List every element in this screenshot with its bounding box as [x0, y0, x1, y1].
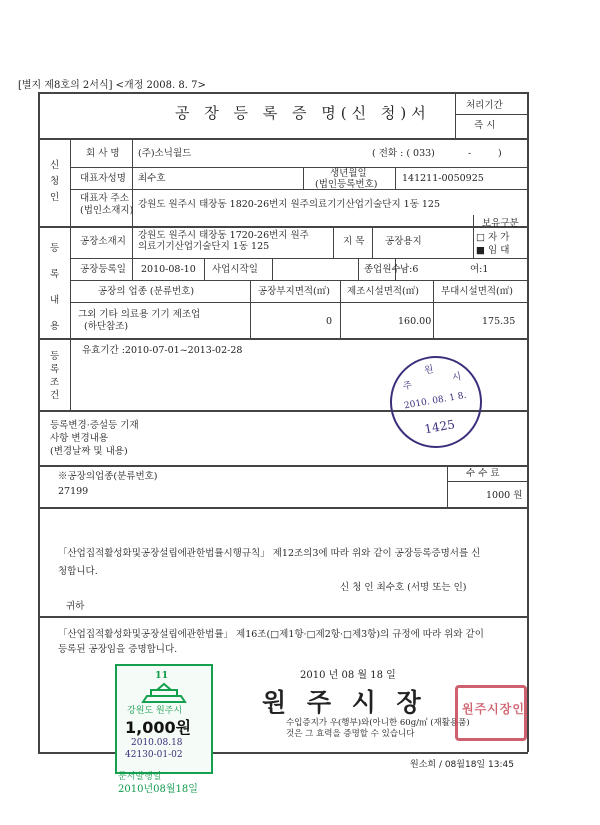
- representative-label: 대표자성명: [80, 173, 126, 184]
- fee-value: 1000 원: [486, 490, 523, 501]
- changes-label: 등록변경·증설등 기재: [50, 420, 139, 431]
- representative-value: 최수호: [138, 173, 166, 184]
- site-area-header: 공장부지면적(㎡): [258, 286, 330, 297]
- receipt-stamp-code: 1425: [423, 417, 456, 437]
- receipt-stamp: [383, 349, 490, 456]
- ownership-label: 보유구분: [482, 218, 519, 229]
- industry-value-note: (하단참조): [84, 321, 129, 332]
- processing-period-value: 즉 시: [474, 120, 496, 131]
- request-text: 「산업집적활성화및공장설립에관한법률시행규칙」 제12조의3에 따라 위와 같이 공장등록증명서를 신: [58, 548, 481, 559]
- location-value-1: 강원도 원주시 태장동 1720-26번지 원주: [138, 230, 309, 241]
- birth-value: 141211-0050925: [402, 173, 484, 184]
- divider: [303, 167, 304, 189]
- divider: [38, 507, 528, 509]
- certification-text: 「산업집적활성화및공장설립에관한법률」 제16조(□제1항·□제2항·□제3항)의 규정에 따라 위와 같이: [58, 629, 484, 640]
- divider: [38, 465, 528, 467]
- divider: [38, 226, 528, 228]
- birth-label: 생년월일: [330, 168, 367, 179]
- divider: [70, 189, 527, 190]
- divider: [70, 226, 71, 338]
- employees-male: 남:6: [400, 264, 419, 275]
- regdate-label: 공장등록일: [80, 264, 126, 275]
- divider: [204, 258, 205, 280]
- revenue-stamp-number: 11: [155, 670, 169, 681]
- receipt-stamp-line-1: 원: [423, 364, 435, 377]
- divider: [70, 258, 527, 259]
- mayor-title: 원 주 시 장: [262, 688, 427, 717]
- phone-close: ): [498, 148, 502, 159]
- frame-right: [527, 92, 529, 752]
- receipt-stamp-line-2: 주: [401, 380, 413, 393]
- revenue-stamp-issuer: 강원도 원주시: [127, 706, 183, 716]
- changes-label-3: (변경날짜 및 내용): [50, 446, 128, 457]
- applicant-signature-line: 신 청 인 최수호 (서명 또는 인): [340, 582, 467, 593]
- divider: [455, 114, 527, 115]
- ownership-lease: ■ 임 대: [476, 245, 510, 256]
- divider: [70, 280, 527, 281]
- divider: [340, 280, 341, 338]
- site-area-value: 0: [326, 316, 333, 327]
- divider: [358, 258, 359, 280]
- divider: [38, 616, 528, 618]
- request-text-2: 청합니다.: [58, 566, 98, 577]
- industry-code-label: ※공장의업종(분류번호): [58, 471, 158, 482]
- industry-code-value: 27199: [58, 486, 89, 497]
- revenue-stamp-date: 2010.08.18: [131, 738, 183, 748]
- revenue-stamp: [115, 664, 213, 774]
- divider: [70, 167, 527, 168]
- mfg-area-header: 제조시설면적(㎡): [347, 286, 419, 297]
- applicant-section-label: 신 청 인: [50, 160, 60, 203]
- divider: [455, 92, 456, 138]
- request-recipient: 귀하: [66, 601, 85, 612]
- address-label-sub: (법인소재지): [80, 205, 134, 216]
- divider: [38, 338, 528, 340]
- stamp-note: 수입증지가 우(행부)와(아니한 60g/㎡ (재활용품): [286, 718, 470, 728]
- processing-period-label: 처리기간: [466, 100, 503, 111]
- location-label: 공장소재지: [80, 236, 126, 247]
- company-label: 회 사 명: [86, 148, 120, 159]
- address-label: 대표자 주소: [80, 193, 129, 204]
- receipt-stamp-line-3: 시: [451, 371, 463, 384]
- birth-label-sub: (법인등록번호): [315, 179, 378, 190]
- revenue-stamp-amount: 1,000원: [125, 718, 192, 737]
- divider: [272, 258, 273, 280]
- jimok-value: 공장용지: [385, 236, 422, 247]
- address-value: 강원도 원주시 태장동 1820-26번지 원주의료기기산업기술단지 1동 125: [138, 199, 441, 210]
- conditions-label: 등 록 조 건: [50, 351, 60, 401]
- footer-issuer: 원소희 / 08월18일 13:45: [410, 760, 514, 770]
- receipt-stamp-date: 2010. 08. 1 8.: [403, 390, 468, 412]
- divider: [132, 226, 133, 280]
- divider: [433, 280, 434, 338]
- jimok-label: 지 목: [343, 236, 365, 247]
- phone-value: -: [468, 148, 472, 159]
- industry-header: 공장의 업종 (분류번호): [98, 286, 195, 297]
- form-reference: [별지 제8호의 2서식] <개정 2008. 8. 7>: [18, 80, 206, 91]
- divider: [395, 167, 396, 189]
- company-value: (주)소닉월드: [138, 148, 192, 159]
- revenue-stamp-footer-date: 2010년08월18일: [118, 784, 198, 795]
- frame-bottom: [38, 752, 528, 754]
- divider: [70, 138, 71, 226]
- form-title: 공 장 등 록 증 명(신 청)서: [175, 104, 431, 122]
- divider: [250, 280, 251, 338]
- divider: [473, 215, 474, 258]
- divider: [333, 226, 334, 258]
- location-value-2: 의료기기산업기술단지 1동 125: [138, 241, 270, 252]
- certification-date: 2010 년 08 월 18 일: [300, 670, 396, 681]
- revenue-stamp-footer: 문서발행일: [118, 772, 162, 782]
- conditions-value: 유효기간 :2010-07-01~2013-02-28: [82, 345, 243, 356]
- startdate-label: 사업시작일: [212, 264, 258, 275]
- fee-label: 수 수 료: [466, 468, 500, 479]
- divider: [447, 465, 448, 507]
- divider: [70, 338, 71, 410]
- divider: [70, 302, 527, 303]
- ownership-self: □ 자 가: [476, 232, 510, 243]
- revenue-stamp-serial: 42130-01-02: [125, 750, 183, 760]
- industry-value: 그외 기타 의료용 기기 제조업: [78, 309, 201, 320]
- changes-label-2: 사항 변경내용: [50, 433, 109, 444]
- employees-female: 여:1: [470, 264, 489, 275]
- regdate-value: 2010-08-10: [141, 264, 196, 275]
- divider: [447, 481, 527, 482]
- building-icon: [141, 682, 187, 704]
- employees-label: 종업원수: [364, 264, 401, 275]
- mfg-area-value: 160.00: [398, 316, 432, 327]
- aux-area-header: 부대시설면적(㎡): [441, 286, 513, 297]
- phone-label: ( 전화 : ( 033): [372, 148, 435, 159]
- certification-text-2: 등록된 공장임을 증명합니다.: [58, 644, 178, 655]
- registration-section-label: 등 록 내 용: [50, 243, 60, 332]
- divider: [372, 226, 373, 258]
- aux-area-value: 175.35: [482, 316, 516, 327]
- divider: [38, 138, 528, 140]
- mayor-seal: [455, 685, 527, 741]
- frame-left: [38, 92, 40, 752]
- mayor-seal-text: 원주시장인: [462, 702, 525, 716]
- stamp-note-2: 것은 그 효력을 증명할 수 있습니다: [286, 729, 415, 739]
